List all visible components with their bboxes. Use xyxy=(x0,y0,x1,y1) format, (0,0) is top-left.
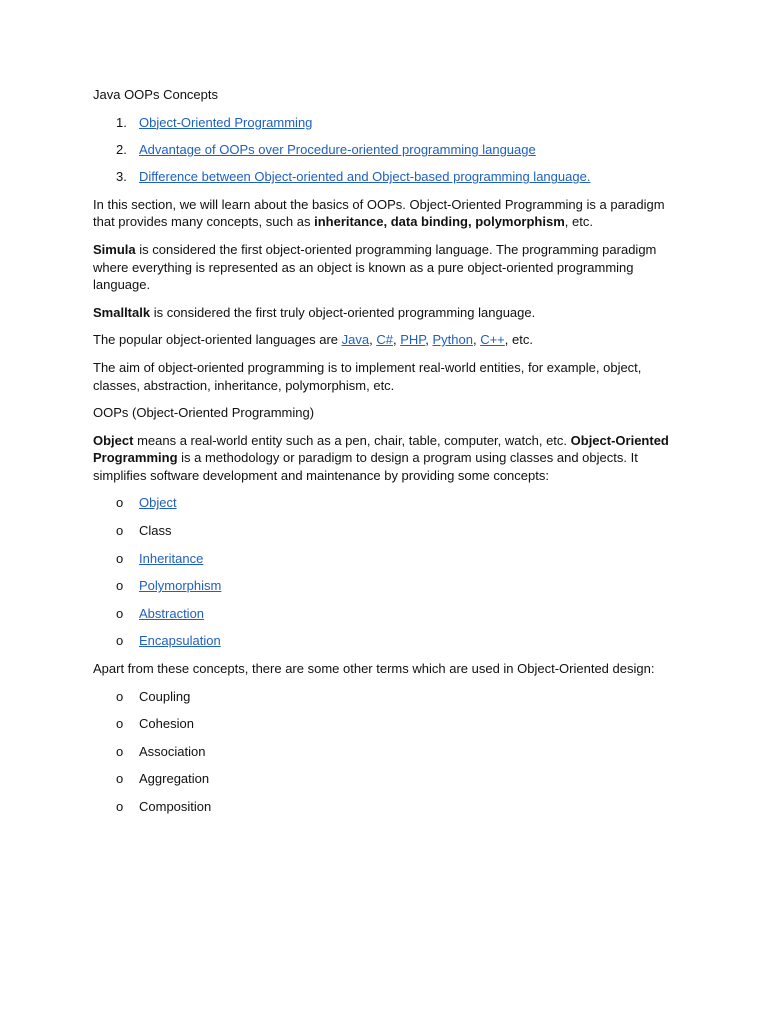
list-item xyxy=(93,577,673,595)
list-item xyxy=(93,798,673,816)
oops-heading: OOPs (Object-Oriented Programming) xyxy=(93,405,315,421)
toc-number: 3. xyxy=(116,169,127,185)
list-item xyxy=(93,688,673,706)
bullet-icon: o xyxy=(116,578,124,594)
term-cohesion: Cohesion xyxy=(139,716,194,732)
link-cpp[interactable]: C++ xyxy=(480,332,505,348)
intro-paragraph xyxy=(93,196,673,231)
popular-prefix: The popular object-oriented languages are xyxy=(93,332,342,348)
oop-bold: Object-Oriented Programming xyxy=(93,432,669,466)
list-item xyxy=(93,494,673,512)
concepts-list xyxy=(93,494,673,650)
simula-bold: Simula xyxy=(93,241,136,257)
popular-suffix: , etc. xyxy=(504,332,533,348)
link-php[interactable]: PHP xyxy=(400,332,426,348)
intro-bold: inheritance, data binding, polymorphism xyxy=(314,214,565,230)
list-item xyxy=(93,715,673,733)
toc-number: 1. xyxy=(116,114,127,130)
bullet-icon: o xyxy=(116,495,124,511)
simula-paragraph xyxy=(93,241,673,294)
link-python[interactable]: Python xyxy=(432,332,473,348)
list-item xyxy=(93,632,673,650)
object-text: means a real-world entity such as a pen, chair, table, computer, watch, etc. xyxy=(133,432,571,448)
concept-link-polymorphism[interactable]: Polymorphism xyxy=(139,578,222,594)
term-composition: Composition xyxy=(139,799,212,815)
oop-text: is a methodology or paradigm to design a program using classes and objects. It simplifies software development and maintenance by providing some concepts: xyxy=(93,450,638,483)
list-item xyxy=(93,550,673,568)
bullet-icon: o xyxy=(116,743,124,759)
aim-paragraph: The aim of object-oriented programming is to implement real-world entities, for example, object, classes, abstraction, inheritance, polymorphism, etc. xyxy=(93,359,642,393)
list-item xyxy=(93,605,673,623)
bullet-icon: o xyxy=(116,688,124,704)
other-terms-intro: Apart from these concepts, there are some other terms which are used in Object-Oriented design: xyxy=(93,661,655,677)
toc-item xyxy=(93,114,673,132)
concept-link-encapsulation[interactable]: Encapsulation xyxy=(139,633,221,649)
term-coupling: Coupling xyxy=(139,688,191,704)
bullet-icon: o xyxy=(116,633,124,649)
bullet-icon: o xyxy=(116,799,124,815)
toc-item xyxy=(93,141,673,159)
simula-text: is considered the first object-oriented programming language. The programming paradigm where everything is represented as an object is known as a pure object-oriented programming language. xyxy=(93,241,657,293)
link-csharp[interactable]: C# xyxy=(376,332,393,348)
intro-text: In this section, we will learn about the basics of OOPs. Object-Oriented Programming is a paradigm that provides many concepts, such as xyxy=(93,196,665,230)
smalltalk-bold: Smalltalk xyxy=(93,304,151,320)
other-terms-list xyxy=(93,688,673,816)
smalltalk-paragraph xyxy=(93,304,673,322)
object-bold: Object xyxy=(93,432,134,448)
separator: , xyxy=(369,332,377,348)
concept-link-inheritance[interactable]: Inheritance xyxy=(139,550,204,566)
toc-list xyxy=(93,114,673,186)
smalltalk-text: is considered the first truly object-oriented programming language. xyxy=(150,304,536,320)
popular-languages-paragraph xyxy=(93,331,673,349)
intro-text-end: , etc. xyxy=(564,214,593,230)
list-item xyxy=(93,743,673,761)
document-title: Java OOPs Concepts xyxy=(93,87,218,102)
toc-link-oop[interactable]: Object-Oriented Programming xyxy=(139,114,313,130)
link-java[interactable]: Java xyxy=(341,332,370,348)
concept-class: Class xyxy=(139,523,172,539)
document-page xyxy=(93,86,673,826)
separator: , xyxy=(392,332,401,348)
toc-link-advantage[interactable]: Advantage of OOPs over Procedure-oriented programming language xyxy=(139,141,536,157)
bullet-icon: o xyxy=(116,716,124,732)
bullet-icon: o xyxy=(116,605,124,621)
term-association: Association xyxy=(139,743,206,759)
separator: , xyxy=(425,332,433,348)
separator: , xyxy=(472,332,481,348)
toc-item xyxy=(93,168,673,186)
toc-number: 2. xyxy=(116,141,127,157)
list-item xyxy=(93,770,673,788)
bullet-icon: o xyxy=(116,771,124,787)
bullet-icon: o xyxy=(116,550,124,566)
concept-link-abstraction[interactable]: Abstraction xyxy=(139,605,205,621)
toc-link-difference[interactable]: Difference between Object-oriented and Object-based programming language. xyxy=(139,169,591,185)
object-definition-paragraph xyxy=(93,432,673,485)
concept-link-object[interactable]: Object xyxy=(139,495,177,511)
bullet-icon: o xyxy=(116,523,124,539)
term-aggregation: Aggregation xyxy=(139,771,210,787)
list-item xyxy=(93,522,673,540)
